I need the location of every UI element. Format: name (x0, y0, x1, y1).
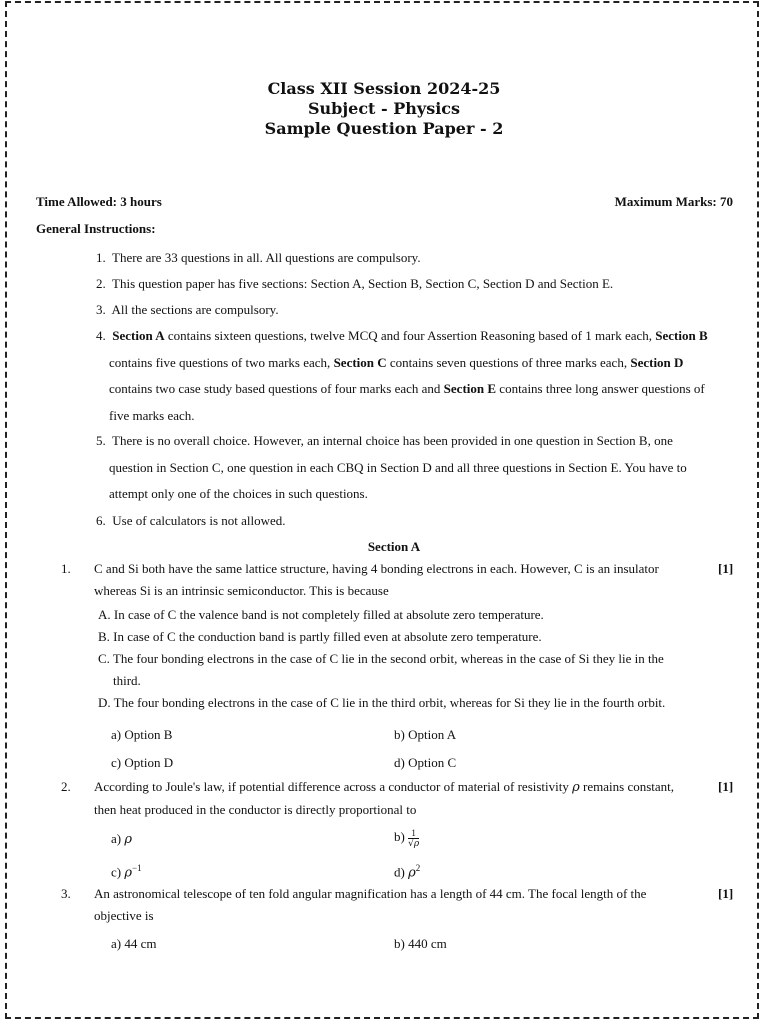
question-2-option-c[interactable] (111, 857, 142, 884)
question-1-statement-a: A. In case of C the valence band is not completely filled at absolute zero temperature. (98, 607, 544, 622)
section-d-ref: Section D (630, 354, 684, 370)
question-1-statement-c-cont: third. (113, 673, 141, 688)
fraction-numerator: 1 (408, 828, 419, 839)
instruction-number: 4. (96, 328, 106, 343)
class-session-title: Class XII Session 2024-25 (267, 79, 501, 98)
question-1-option-d[interactable]: d) Option C (394, 755, 457, 770)
question-1-marks: [1] (718, 561, 734, 576)
general-instructions-heading: General Instructions: (36, 221, 156, 236)
instruction-text: five marks each. (109, 407, 195, 423)
subject-title: Subject - Physics (307, 99, 461, 118)
instruction-number: 1. (96, 250, 106, 265)
question-2-text (94, 776, 674, 821)
question-1-number: 1. (61, 561, 71, 576)
question-2-option-b[interactable] (394, 826, 419, 849)
instruction-text: Use of calculators is not allowed. (112, 513, 286, 528)
question-2-option-d[interactable] (394, 857, 420, 884)
instruction-text: contains three long answer questions of (496, 381, 705, 396)
instruction-text: This question paper has five sections: Section A, Section B, Section C, Section D and Section E. (112, 276, 614, 291)
question-1-option-c[interactable]: c) Option D (111, 755, 174, 770)
question-1-statement-d: D. The four bonding electrons in the case of C lie in the third orbit, whereas for Si they lie in the fourth orbit. (98, 695, 666, 710)
instruction-number: 2. (96, 276, 106, 291)
instruction-3 (96, 297, 736, 324)
option-label: c) (111, 864, 125, 880)
question-3-number: 3. (61, 886, 71, 901)
rho-symbol: ρ (572, 780, 580, 795)
option-exponent: 2 (415, 863, 421, 873)
question-3-marks: [1] (718, 886, 734, 901)
instruction-1 (96, 245, 736, 272)
question-1-statement-c: C. The four bonding electrons in the case of C lie in the second orbit, whereas in the case of Si they lie in the (98, 651, 664, 666)
instruction-text: All the sections are compulsory. (111, 302, 279, 317)
instruction-text: There is no overall choice. However, an internal choice has been provided in one question in Section B, one (112, 433, 673, 448)
question-1-line-2: whereas Si is an intrinsic semiconductor. This is because (94, 583, 389, 598)
instruction-4 (96, 323, 736, 429)
instruction-text: contains seven questions of three marks each, (386, 354, 631, 370)
question-2-line-1 (94, 776, 674, 799)
option-exponent: −1 (132, 863, 142, 873)
instruction-text: attempt only one of the choices in such questions. (109, 486, 368, 501)
question-2-text-part: remains constant, (579, 779, 675, 794)
fraction (408, 828, 419, 849)
section-a-heading: Section A (367, 539, 421, 554)
section-a-ref: Section A (112, 328, 165, 343)
fraction-denominator: √ρ (408, 838, 420, 849)
option-label: b) (394, 829, 409, 844)
option-math: ρ (408, 865, 416, 881)
instruction-2 (96, 271, 736, 298)
instruction-text: There are 33 questions in all. All questions are compulsory. (112, 250, 421, 265)
question-1-statement-b: B. In case of C the conduction band is partly filled even at absolute zero temperature. (98, 629, 542, 644)
instruction-text: contains five questions of two marks each, (109, 354, 334, 370)
question-2-option-a[interactable] (111, 828, 132, 851)
question-2-line-2: then heat produced in the conductor is directly proportional to (94, 802, 417, 817)
question-1-line-1: C and Si both have the same lattice structure, having 4 bonding electrons in each. However, C is an insulator (94, 561, 659, 576)
instruction-5 (96, 428, 736, 508)
question-3-text (94, 883, 646, 927)
instruction-text: contains sixteen questions, twelve MCQ and four Assertion Reasoning based of 1 mark each, (164, 328, 656, 343)
maximum-marks: Maximum Marks: 70 (614, 194, 733, 209)
question-1-option-a[interactable]: a) Option B (111, 727, 173, 742)
question-3-option-b[interactable]: b) 440 cm (394, 936, 447, 951)
paper-title: Sample Question Paper - 2 (264, 119, 504, 138)
question-1-text (94, 558, 659, 602)
instruction-text: question in Section C, one question in each CBQ in Section D and all three questions in Section E. You have to (109, 459, 687, 475)
option-label: d) (394, 864, 409, 880)
option-math: ρ (124, 832, 133, 847)
instruction-number: 5. (96, 433, 106, 448)
option-label: a) (111, 831, 125, 846)
question-3-line-2: objective is (94, 908, 154, 923)
question-2-marks: [1] (718, 779, 734, 794)
time-allowed: Time Allowed: 3 hours (36, 194, 162, 209)
question-2-number: 2. (61, 779, 71, 794)
option-math: ρ (124, 865, 133, 881)
question-1-option-b[interactable]: b) Option A (394, 727, 457, 742)
instruction-text: contains two case study based questions of four marks each and (109, 381, 444, 396)
section-b-ref: Section B (655, 328, 708, 343)
section-c-ref: Section C (333, 354, 387, 370)
question-2-text-part: According to Joule's law, if potential difference across a conductor of material of resistivity (94, 779, 573, 794)
instruction-number: 3. (96, 302, 106, 317)
instruction-6 (96, 508, 736, 535)
question-3-line-1: An astronomical telescope of ten fold angular magnification has a length of 44 cm. The focal length of the (94, 886, 647, 901)
question-3-option-a[interactable]: a) 44 cm (111, 936, 157, 951)
section-e-ref: Section E (443, 381, 497, 396)
instruction-number: 6. (96, 513, 106, 528)
